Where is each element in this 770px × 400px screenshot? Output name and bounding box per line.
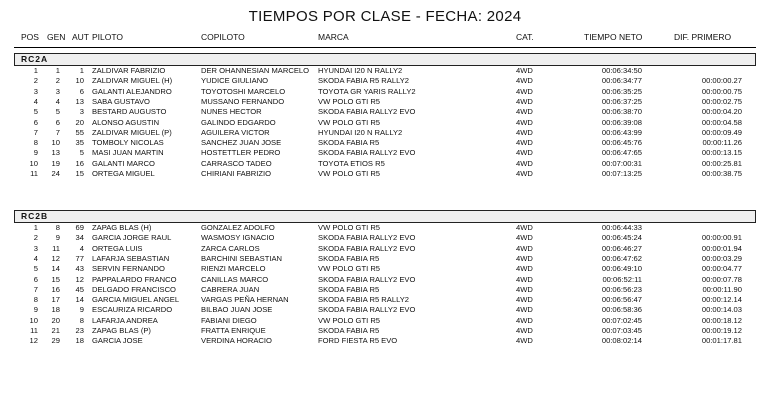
cell-dif: 00:00:18.12 <box>701 315 742 325</box>
cell-cat: 4WD <box>516 96 533 106</box>
cell-marca: VW POLO GTI R5 <box>318 169 381 178</box>
cell-tiempo: 00:06:49:10 <box>601 264 642 274</box>
header-gen: GEN <box>47 32 66 42</box>
cell-copiloto: CARRASCO TADEO <box>201 158 272 168</box>
cell-tiempo: 00:06:46:27 <box>601 243 642 253</box>
cell-gen: 4 <box>55 96 60 106</box>
cell-cat: 4WD <box>516 127 533 137</box>
cell-marca: VW POLO GTI R5 <box>318 315 381 325</box>
cell-gen: 19 <box>51 158 60 168</box>
cell-aut: 23 <box>75 326 84 335</box>
cell-dif: 00:00:04.58 <box>701 117 742 127</box>
class-group-header <box>14 210 756 223</box>
cell-copiloto: VARGAS PEÑA HERNAN <box>201 295 289 305</box>
cell-aut: 55 <box>75 127 84 137</box>
cell-dif: 00:00:01.94 <box>701 243 742 253</box>
cell-aut: 4 <box>79 243 84 253</box>
cell-cat: 4WD <box>516 223 533 232</box>
cell-cat: 4WD <box>516 76 533 86</box>
cell-gen: 29 <box>51 336 60 346</box>
table-row <box>0 169 770 179</box>
cell-cat: 4WD <box>516 86 533 96</box>
table-row <box>0 159 770 169</box>
cell-piloto: LAFARJA SEBASTIAN <box>92 253 170 263</box>
cell-marca: SKODA FABIA R5 <box>318 138 380 148</box>
cell-gen: 24 <box>51 169 60 178</box>
cell-tiempo: 00:07:02:45 <box>601 315 642 325</box>
cell-pos: 11 <box>30 326 38 335</box>
cell-marca: SKODA FABIA RALLY2 EVO <box>318 148 416 158</box>
cell-marca: FORD FIESTA R5 EVO <box>318 336 398 346</box>
cell-tiempo: 00:06:38:70 <box>601 107 642 117</box>
cell-copiloto: CHIRIANI FABRIZIO <box>201 169 272 178</box>
cell-pos: 3 <box>33 86 38 96</box>
cell-pos: 3 <box>33 243 38 253</box>
cell-copiloto: YUDICE GIULIANO <box>201 76 269 86</box>
cell-aut: 18 <box>75 336 84 346</box>
cell-aut: 9 <box>79 305 84 315</box>
cell-pos: 7 <box>33 284 38 294</box>
cell-aut: 8 <box>79 315 84 325</box>
cell-piloto: SABA GUSTAVO <box>92 96 150 106</box>
cell-gen: 7 <box>55 127 60 137</box>
cell-dif: 00:00:38.75 <box>701 169 742 178</box>
cell-marca: SKODA FABIA R5 <box>318 284 380 294</box>
cell-gen: 6 <box>55 117 60 127</box>
table-row <box>0 316 770 326</box>
cell-cat: 4WD <box>516 158 533 168</box>
cell-aut: 34 <box>75 233 84 243</box>
cell-dif: 00:00:03.29 <box>701 253 742 263</box>
cell-tiempo: 00:06:43:99 <box>601 127 642 137</box>
cell-gen: 15 <box>51 274 60 284</box>
cell-gen: 14 <box>51 264 60 274</box>
cell-dif: 00:00:07.78 <box>701 274 742 284</box>
cell-copiloto: TOYOTOSHI MARCELO <box>201 86 286 96</box>
cell-pos: 7 <box>33 127 38 137</box>
cell-pos: 2 <box>33 233 38 243</box>
cell-cat: 4WD <box>516 274 533 284</box>
cell-copiloto: BARCHINI SEBASTIAN <box>201 253 283 263</box>
cell-piloto: ORTEGA LUIS <box>92 243 143 253</box>
header-piloto: PILOTO <box>92 32 124 42</box>
cell-gen: 16 <box>51 284 60 294</box>
cell-dif: 00:00:19.12 <box>701 326 742 335</box>
cell-marca: VW POLO GTI R5 <box>318 117 381 127</box>
cell-piloto: GALANTI ALEJANDRO <box>92 86 172 96</box>
cell-gen: 17 <box>51 295 60 305</box>
cell-aut: 77 <box>75 253 84 263</box>
cell-piloto: ORTEGA MIGUEL <box>92 169 155 178</box>
header-aut: AUT <box>72 32 89 42</box>
cell-tiempo: 00:06:45:76 <box>601 138 642 148</box>
class-group-label: RC2B <box>21 211 49 221</box>
cell-pos: 11 <box>30 169 38 178</box>
table-row <box>0 118 770 128</box>
cell-gen: 21 <box>51 326 60 335</box>
cell-piloto: ZALDIVAR MIGUEL (H) <box>92 76 173 86</box>
table-row <box>0 97 770 107</box>
cell-marca: SKODA FABIA RALLY2 EVO <box>318 274 416 284</box>
table-row <box>0 336 770 346</box>
cell-dif: 00:00:00.91 <box>701 233 742 243</box>
cell-tiempo: 00:08:02:14 <box>601 336 642 346</box>
cell-pos: 12 <box>29 336 38 346</box>
cell-piloto: PAPPALARDO FRANCO <box>92 274 177 284</box>
table-row <box>0 148 770 158</box>
cell-tiempo: 00:06:45:24 <box>601 233 642 243</box>
cell-copiloto: DER OHANNESIAN MARCELO <box>201 66 310 75</box>
cell-piloto: ZAPAG BLAS (H) <box>92 223 152 232</box>
cell-aut: 16 <box>75 158 84 168</box>
table-row <box>0 233 770 243</box>
cell-dif: 00:00:25.81 <box>701 158 742 168</box>
cell-marca: VW POLO GTI R5 <box>318 223 381 232</box>
cell-marca: TOYOTA ETIOS R5 <box>318 158 385 168</box>
cell-cat: 4WD <box>516 233 533 243</box>
cell-cat: 4WD <box>516 66 533 75</box>
cell-copiloto: SANCHEZ JUAN JOSE <box>201 138 282 148</box>
cell-gen: 2 <box>55 76 60 86</box>
header-divider <box>14 47 756 48</box>
cell-copiloto: VERDINA HORACIO <box>201 336 272 346</box>
cell-piloto: ZALDIVAR MIGUEL (P) <box>92 127 172 137</box>
cell-cat: 4WD <box>516 315 533 325</box>
cell-piloto: ZALDIVAR FABRIZIO <box>92 66 166 75</box>
cell-tiempo: 00:06:34:77 <box>601 76 642 86</box>
cell-copiloto: MUSSANO FERNANDO <box>201 96 285 106</box>
cell-cat: 4WD <box>516 305 533 315</box>
cell-cat: 4WD <box>516 253 533 263</box>
cell-dif: 00:00:13.15 <box>701 148 742 158</box>
cell-pos: 5 <box>33 107 38 117</box>
table-row <box>0 128 770 138</box>
cell-copiloto: BILBAO JUAN JOSE <box>201 305 273 315</box>
cell-aut: 20 <box>75 117 84 127</box>
cell-dif: 00:01:17.81 <box>701 336 742 346</box>
cell-dif: 00:00:09.49 <box>701 127 742 137</box>
cell-aut: 45 <box>75 284 84 294</box>
cell-piloto: LAFARJA ANDREA <box>92 315 158 325</box>
cell-piloto: MASI JUAN MARTIN <box>92 148 164 158</box>
table-row <box>0 76 770 86</box>
cell-pos: 2 <box>33 76 38 86</box>
cell-piloto: GARCIA JOSE <box>92 336 143 346</box>
cell-pos: 6 <box>33 117 38 127</box>
cell-piloto: ALONSO AGUSTIN <box>92 117 160 127</box>
cell-marca: TOYOTA GR YARIS RALLY2 <box>318 86 416 96</box>
cell-marca: SKODA FABIA R5 <box>318 326 380 335</box>
cell-gen: 9 <box>55 233 60 243</box>
cell-marca: HYUNDAI I20 N RALLY2 <box>318 127 403 137</box>
cell-tiempo: 00:06:47:62 <box>601 253 642 263</box>
cell-marca: SKODA FABIA RALLY2 EVO <box>318 233 416 243</box>
table-row <box>0 254 770 264</box>
cell-cat: 4WD <box>516 284 533 294</box>
cell-aut: 69 <box>75 223 84 232</box>
page-title: TIEMPOS POR CLASE - FECHA: 2024 <box>248 8 522 25</box>
cell-copiloto: NUNES HECTOR <box>201 107 262 117</box>
cell-piloto: ZAPAG BLAS (P) <box>92 326 151 335</box>
cell-cat: 4WD <box>516 117 533 127</box>
cell-piloto: GALANTI MARCO <box>92 158 155 168</box>
cell-gen: 5 <box>55 107 60 117</box>
cell-pos: 10 <box>29 315 38 325</box>
cell-pos: 5 <box>33 264 38 274</box>
cell-cat: 4WD <box>516 243 533 253</box>
cell-marca: SKODA FABIA RALLY2 EVO <box>318 243 416 253</box>
cell-copiloto: GONZALEZ ADOLFO <box>201 223 275 232</box>
cell-gen: 11 <box>52 243 60 253</box>
cell-marca: VW POLO GTI R5 <box>318 96 381 106</box>
cell-copiloto: ZARCA CARLOS <box>201 243 260 253</box>
cell-cat: 4WD <box>516 295 533 305</box>
cell-tiempo: 00:07:13:25 <box>601 169 642 178</box>
cell-dif: 00:00:14.03 <box>701 305 742 315</box>
cell-dif: 00:00:00.75 <box>701 86 742 96</box>
cell-gen: 1 <box>55 66 60 75</box>
cell-piloto: ESCAURIZA RICARDO <box>92 305 173 315</box>
cell-marca: VW POLO GTI R5 <box>318 264 381 274</box>
header-pos: POS <box>21 32 39 42</box>
cell-dif: 00:00:12.14 <box>701 295 742 305</box>
cell-tiempo: 00:06:56:47 <box>601 295 642 305</box>
header-copiloto: COPILOTO <box>201 32 245 42</box>
cell-cat: 4WD <box>516 169 533 178</box>
cell-aut: 35 <box>75 138 84 148</box>
table-row <box>0 138 770 148</box>
cell-aut: 10 <box>75 76 84 86</box>
cell-tiempo: 00:06:56:23 <box>601 284 642 294</box>
cell-copiloto: HOSTETTLER PEDRO <box>201 148 281 158</box>
cell-dif: 00:00:11.26 <box>702 138 742 148</box>
cell-copiloto: FRATTA ENRIQUE <box>201 326 266 335</box>
cell-tiempo: 00:06:47:65 <box>601 148 642 158</box>
cell-marca: HYUNDAI I20 N RALLY2 <box>318 66 403 75</box>
cell-pos: 9 <box>33 148 38 158</box>
cell-tiempo: 00:06:58:36 <box>601 305 642 315</box>
cell-gen: 10 <box>51 138 60 148</box>
header-dif-primero: DIF. PRIMERO <box>674 32 732 42</box>
cell-tiempo: 00:06:35:25 <box>601 86 642 96</box>
cell-gen: 12 <box>51 253 60 263</box>
cell-copiloto: AGUILERA VICTOR <box>201 127 270 137</box>
table-row <box>0 305 770 315</box>
cell-copiloto: CABRERA JUAN <box>201 284 260 294</box>
cell-cat: 4WD <box>516 107 533 117</box>
cell-dif: 00:00:02.75 <box>701 96 742 106</box>
cell-gen: 18 <box>51 305 60 315</box>
cell-cat: 4WD <box>516 336 533 346</box>
cell-gen: 13 <box>51 148 60 158</box>
cell-dif: 00:00:11.90 <box>702 284 742 294</box>
header-cat: CAT. <box>516 32 534 42</box>
cell-piloto: SERVIN FERNANDO <box>92 264 165 274</box>
cell-pos: 8 <box>33 295 38 305</box>
cell-aut: 15 <box>75 169 84 178</box>
cell-copiloto: FABIANI DIEGO <box>201 315 257 325</box>
cell-piloto: GARCIA JORGE RAUL <box>92 233 172 243</box>
cell-piloto: GARCIA MIGUEL ANGEL <box>92 295 180 305</box>
cell-marca: SKODA FABIA RALLY2 EVO <box>318 107 416 117</box>
cell-tiempo: 00:06:44:33 <box>601 223 642 232</box>
cell-pos: 6 <box>33 274 38 284</box>
table-row <box>0 326 770 336</box>
cell-cat: 4WD <box>516 138 533 148</box>
cell-gen: 20 <box>51 315 60 325</box>
cell-piloto: DELGADO FRANCISCO <box>92 284 176 294</box>
table-row <box>0 285 770 295</box>
cell-copiloto: RIENZI MARCELO <box>201 264 266 274</box>
cell-dif: 00:00:04.20 <box>701 107 742 117</box>
table-row <box>0 275 770 285</box>
cell-marca: SKODA FABIA R5 RALLY2 <box>318 295 410 305</box>
cell-aut: 5 <box>79 148 84 158</box>
cell-cat: 4WD <box>516 264 533 274</box>
class-group-label: RC2A <box>21 54 49 64</box>
class-group-header <box>14 53 756 66</box>
cell-piloto: BESTARD AUGUSTO <box>92 107 167 117</box>
table-row <box>0 295 770 305</box>
cell-tiempo: 00:06:39:08 <box>601 117 642 127</box>
cell-aut: 3 <box>79 107 84 117</box>
cell-cat: 4WD <box>516 148 533 158</box>
cell-pos: 1 <box>33 223 38 232</box>
cell-pos: 9 <box>33 305 38 315</box>
cell-aut: 1 <box>79 66 84 75</box>
cell-piloto: TOMBOLY NICOLAS <box>92 138 164 148</box>
cell-gen: 8 <box>55 223 60 232</box>
cell-marca: SKODA FABIA R5 RALLY2 <box>318 76 410 86</box>
cell-tiempo: 00:06:52:11 <box>602 274 642 284</box>
cell-marca: SKODA FABIA RALLY2 EVO <box>318 305 416 315</box>
table-row <box>0 223 770 233</box>
cell-tiempo: 00:07:00:31 <box>601 158 642 168</box>
cell-pos: 10 <box>29 158 38 168</box>
table-row <box>0 66 770 76</box>
table-row <box>0 87 770 97</box>
column-header-row <box>0 32 770 46</box>
cell-copiloto: WASMOSY IGNACIO <box>201 233 275 243</box>
cell-aut: 43 <box>75 264 84 274</box>
cell-dif: 00:00:04.77 <box>701 264 742 274</box>
cell-pos: 1 <box>33 66 38 75</box>
cell-dif: 00:00:00.27 <box>701 76 742 86</box>
table-row <box>0 264 770 274</box>
cell-tiempo: 00:06:37:25 <box>601 96 642 106</box>
cell-aut: 6 <box>79 86 84 96</box>
cell-aut: 13 <box>75 96 84 106</box>
table-row <box>0 244 770 254</box>
cell-pos: 4 <box>33 253 38 263</box>
cell-copiloto: CANILLAS MARCO <box>201 274 269 284</box>
cell-copiloto: GALINDO EDGARDO <box>201 117 276 127</box>
cell-cat: 4WD <box>516 326 533 335</box>
cell-aut: 14 <box>75 295 84 305</box>
header-tiempo-neto: TIEMPO NETO <box>584 32 643 42</box>
table-row <box>0 107 770 117</box>
cell-gen: 3 <box>55 86 60 96</box>
cell-tiempo: 00:07:03:45 <box>601 326 642 335</box>
cell-tiempo: 00:06:34:50 <box>601 66 642 75</box>
cell-pos: 8 <box>33 138 38 148</box>
cell-pos: 4 <box>33 96 38 106</box>
header-marca: MARCA <box>318 32 349 42</box>
cell-marca: SKODA FABIA R5 <box>318 253 380 263</box>
cell-aut: 12 <box>75 274 84 284</box>
